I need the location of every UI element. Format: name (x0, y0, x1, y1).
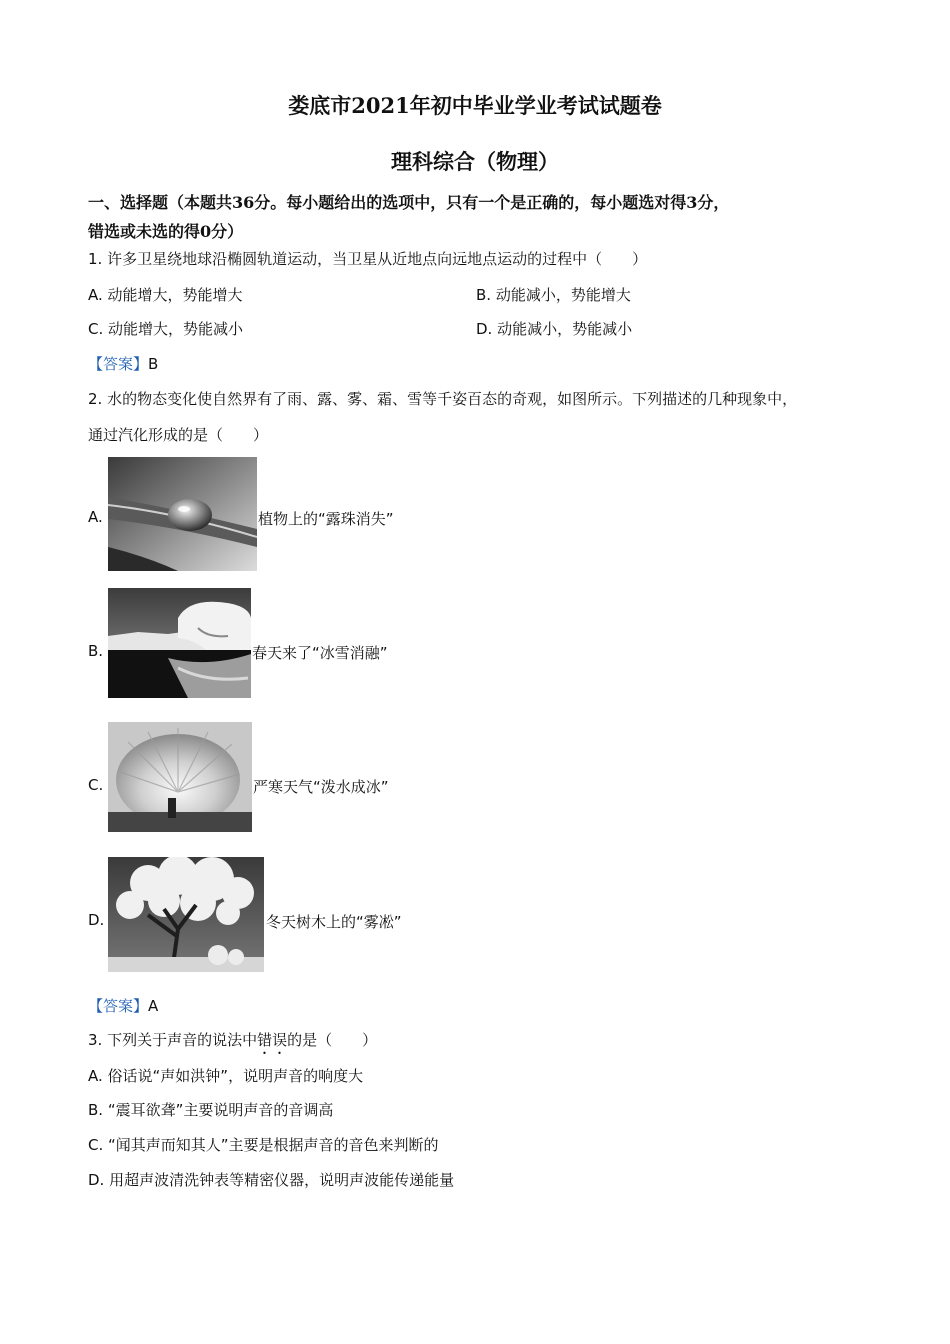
q2-option-a-caption: 植物上的“露珠消失” (258, 510, 394, 528)
q2-answer (88, 995, 158, 1016)
question-2-stem-line2: 通过汽化形成的是（ ） (88, 426, 269, 444)
answer-value: A (148, 997, 159, 1015)
question-3-stem (88, 1029, 377, 1058)
melting-ice-photo (108, 588, 251, 698)
q1-option-d: D. 动能减小，势能减小 (476, 320, 633, 338)
section-heading-line1: 一、选择题（本题共36分。每小题给出的选项中，只有一个是正确的，每小题选对得3分， (88, 193, 730, 212)
q2-option-d-caption: 冬天树木上的“雾凇” (266, 913, 402, 931)
q3-option-b: B. “震耳欲聋”主要说明声音的音调高 (88, 1101, 334, 1119)
q2-option-c-label: C. (88, 776, 104, 794)
q3-option-c: C. “闻其声而知其人”主要是根据声音的音色来判断的 (88, 1136, 439, 1154)
q3-stem-emphasis: 错误 (257, 1031, 288, 1049)
question-2-stem-line1: 2. 水的物态变化使自然界有了雨、露、雾、霜、雪等千姿百态的奇观，如图所示。下列描述的几种现象中， (88, 390, 798, 408)
page-title: 娄底市2021年初中毕业学业考试试题卷 (288, 93, 662, 118)
answer-tag: 【答案】 (88, 997, 149, 1015)
question-1-stem: 1. 许多卫星绕地球沿椭圆轨道运动，当卫星从近地点向远地点运动的过程中（ ） (88, 250, 648, 268)
rime-tree-photo (108, 857, 264, 972)
answer-value: B (148, 355, 159, 373)
q1-option-a: A. 动能增大，势能增大 (88, 286, 243, 304)
q2-option-d-label: D. (88, 911, 105, 929)
q1-option-b: B. 动能减小，势能增大 (476, 286, 631, 304)
q3-stem-pre: 3. 下列关于声音的说法中 (88, 1031, 258, 1049)
dew-drop-photo (108, 457, 257, 571)
water-splash-photo (108, 722, 252, 832)
q1-answer (88, 353, 158, 374)
section-heading-line2: 错选或未选的得0分） (88, 222, 244, 241)
q1-option-c: C. 动能增大，势能减小 (88, 320, 244, 338)
page-subtitle: 理科综合（物理） (391, 149, 559, 174)
q2-option-b-label: B. (88, 642, 104, 660)
q3-option-d: D. 用超声波清洗钟表等精密仪器，说明声波能传递能量 (88, 1171, 455, 1189)
q2-option-a-label: A. (88, 508, 103, 526)
q3-stem-post: 的是（ ） (287, 1031, 378, 1049)
q3-option-a: A. 俗话说“声如洪钟”，说明声音的响度大 (88, 1067, 364, 1085)
q2-option-b-caption: 春天来了“冰雪消融” (252, 644, 388, 662)
q2-option-c-caption: 严寒天气“泼水成冰” (253, 778, 389, 796)
answer-tag: 【答案】 (88, 355, 149, 373)
